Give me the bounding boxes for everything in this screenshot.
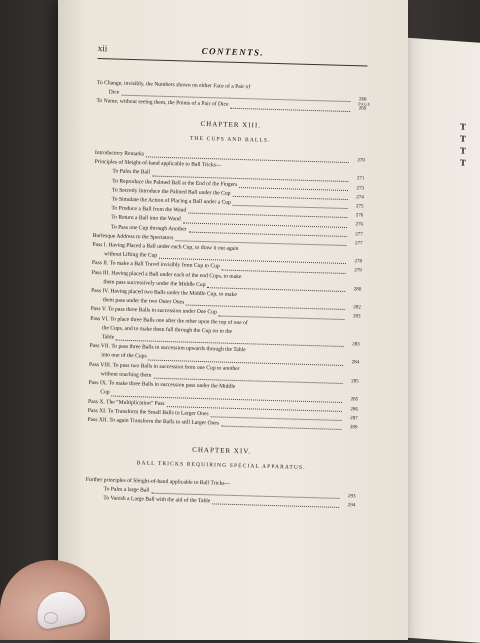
- entry-page-number: 286: [350, 406, 358, 412]
- entry-page-number: 268: [358, 97, 367, 103]
- chapter-subheading: THE CUPS AND BALLS.: [190, 135, 271, 144]
- entry-title: Pass X. The “Multiplication” Pass: [87, 398, 165, 407]
- entry-title: To Return a Ball into the Wand: [111, 214, 181, 223]
- facing-page: [400, 37, 480, 643]
- chapter-entries: [87, 149, 365, 433]
- entry-title: Pass IX. To make three Balls in succession pass under the Middle: [88, 379, 236, 391]
- entry-title: without touching them: [100, 371, 152, 379]
- entry-title: Pass XI. To Transform the Small Balls to Larger Ones: [87, 407, 209, 417]
- entry-title: Cup: [100, 389, 110, 396]
- entry-title: Pass IV. Having placed two Balls under the Middle Cup, to make: [91, 287, 237, 299]
- contents-block: [85, 43, 371, 510]
- entry-page-number: 276: [355, 222, 364, 228]
- entry-title: them pass successively under the Middle Cup: [103, 279, 206, 288]
- entry-page-number: 277: [354, 241, 363, 247]
- entry-title: To Change, invisibly, the Numbers shown on either Face of a Pair of: [96, 79, 251, 91]
- entry-page-number: 280: [353, 287, 362, 293]
- entry-title: To Palm a large Ball: [103, 486, 150, 494]
- entry-page-number: 273: [356, 185, 365, 192]
- entry-title: Burlesque Address to the Spectators: [92, 232, 174, 242]
- entry-page-number: 270: [357, 158, 365, 164]
- entry-title: Pass VI. To place three Balls one after the other upon the top of one of: [90, 315, 248, 326]
- entry-page-number: 287: [350, 415, 358, 422]
- entry-page-number: 271: [356, 176, 365, 182]
- chapter-heading: CHAPTER XIII.: [200, 119, 262, 130]
- entry-title: To Name, without seeing them, the Points of a Pair of Dice: [96, 98, 229, 109]
- facing-page-fragment: T: [460, 121, 467, 132]
- leader-dots: [212, 503, 339, 508]
- entry-title: Dice: [108, 89, 120, 96]
- entry-title: the Cups, and to make them fall through the Cup on to the: [101, 325, 233, 335]
- entry-title: Pass II. To make a Ball Travel invisibly from Cup to Cup: [91, 260, 220, 270]
- entry-title: into one of the Cups: [101, 352, 147, 360]
- entry-page-number: 285: [350, 397, 359, 403]
- entry-page-number: 279: [354, 268, 362, 274]
- entry-title: them pass under the two Outer Ones: [102, 297, 185, 306]
- continued-entries: [96, 79, 367, 114]
- entry-page-number: 277: [355, 231, 363, 238]
- entry-page-number: 283: [352, 314, 361, 320]
- entry-page-number: 284: [351, 360, 360, 366]
- entry-title: To Reproduce the Palmed Ball at the End of the Fingers: [112, 178, 238, 188]
- entry-page-number: 278: [354, 259, 363, 265]
- entry-title: Introductory Remarks: [94, 149, 145, 158]
- leader-dots: [221, 426, 341, 430]
- facing-page-fragment: T: [460, 133, 467, 144]
- entry-page-number: 293: [347, 493, 356, 500]
- entry-page-number: 282: [353, 305, 361, 311]
- entry-page-number: 289: [349, 425, 358, 431]
- entry-page-number: 274: [356, 195, 364, 201]
- chapter-subheading: BALL TRICKS REQUIRING SPECIAL APPARATUS.: [136, 460, 306, 472]
- page-title: CONTENTS.: [201, 45, 265, 58]
- entry-title: Pass VII. To pass three Balls in succession upwards through the Table: [89, 343, 246, 354]
- leader-dots: [230, 107, 350, 111]
- entry-title: Further principles of Sleight-of-hand applicable to Ball Tricks—: [85, 476, 231, 487]
- entry-title: To Simulate the Action of Placing a Ball under a Cup: [111, 196, 231, 206]
- book-page: [58, 0, 408, 640]
- entry-title: Pass V. To pass three Balls in succession under One Cup: [90, 306, 217, 316]
- entry-title: without Lifting the Cup: [104, 251, 158, 259]
- chapter-entries: [85, 475, 356, 510]
- entry-page-number: 275: [355, 204, 364, 210]
- entry-title: Pass VIII. To pass two Balls in succession from one Cup to another: [88, 361, 240, 372]
- page-column-label: PAGE: [358, 101, 371, 107]
- entry-title: To Vanish a Large Ball with the aid of the Table: [103, 495, 211, 505]
- entry-title: To Produce a Ball from the Wand: [111, 205, 187, 214]
- entry-title: Pass I. Having Placed a Ball under each Cup, to draw it out again: [92, 241, 239, 253]
- entry-title: Principles of Sleight-of-hand applicable to Ball Tricks—: [94, 159, 222, 169]
- entry-page-number: 283: [352, 342, 360, 348]
- entry-page-number: 294: [347, 503, 356, 509]
- entry-title: To Pass one Cup through Another: [110, 224, 187, 233]
- entry-page-number: 285: [351, 379, 359, 385]
- entry-title: To Palm the Ball: [112, 168, 151, 176]
- nail-decoration: [44, 612, 58, 624]
- entry-title: Table: [101, 334, 115, 341]
- page-number: xii: [97, 43, 108, 54]
- entry-page-number: 276: [355, 213, 364, 219]
- entry-page-number: 269: [358, 106, 367, 112]
- entry-title: To Secretly Introduce the Palmed Ball under the Cup: [111, 187, 231, 197]
- facing-page-fragment: T: [460, 145, 467, 156]
- facing-page-fragment: T: [460, 157, 467, 168]
- entry-title: Pass III. Having placed a Ball under each of the end Cups, to make: [91, 269, 242, 280]
- entry-title: Pass XII. To again Transform the Balls to still Larger Ones: [87, 416, 220, 427]
- chapter-heading: CHAPTER XIV.: [192, 445, 252, 456]
